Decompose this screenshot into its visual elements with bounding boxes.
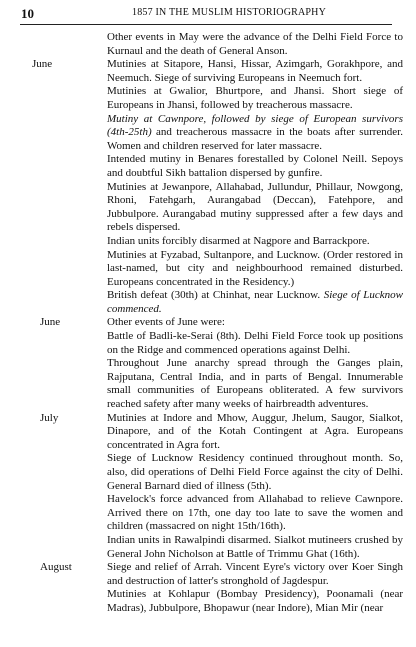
text-run: Mutinies at Jewanpore, Allahabad, Jullundur, Phillaur, Nowgong, Rhoni, Fatehgarh, Aurangabad (Deccan), Fatehpore, and Jubbulpore. Aurangabad mutiny suppressed after a few days and rebels dispersed. bbox=[107, 180, 403, 234]
entry-text bbox=[107, 316, 403, 330]
chronology-entry bbox=[0, 153, 416, 180]
text-run: Indian units forcibly disarmed at Nagpore and Barrackpore. bbox=[107, 234, 370, 247]
page-number: 10 bbox=[21, 6, 34, 21]
entry-text bbox=[107, 181, 403, 235]
text-run: Throughout June anarchy spread through the Ganges plain, Rajputana, Central India, and in parts of Bengal. Innumerable small communities of Europeans obliterated. A few survivors reached safety after many weeks of hairbreadth adventures. bbox=[107, 357, 403, 411]
chronology-entry bbox=[0, 31, 416, 58]
entry-text bbox=[107, 153, 403, 180]
text-run: Mutinies at Kohlapur (Bombay Presidency), Poonamali (near Madras), Jubbulpore, Bhopawur (near Indore), Mian Mir (near bbox=[107, 588, 403, 614]
margin-date-label: June bbox=[40, 316, 61, 329]
entry-text bbox=[107, 534, 403, 561]
header-rule bbox=[20, 24, 392, 25]
chronology-entry bbox=[0, 235, 416, 249]
entry-text bbox=[107, 58, 403, 85]
entry-text bbox=[107, 235, 403, 249]
entry-text bbox=[107, 330, 403, 357]
chronology-entry bbox=[0, 561, 416, 588]
entry-text bbox=[107, 493, 403, 534]
text-run: Battle of Badli-ke-Serai (8th). Delhi Field Force took up positions on the Ridge and commenced operations against Delhi. bbox=[107, 330, 403, 356]
chronology-entry bbox=[0, 58, 416, 85]
entry-text bbox=[107, 357, 403, 411]
entry-text bbox=[107, 249, 403, 290]
italic-text-run: Siege of Lucknow commenced. bbox=[107, 289, 403, 315]
chronology-entry bbox=[0, 534, 416, 561]
text-run: Intended mutiny in Benares forestalled by Colonel Neill. Sepoys and doubtful Sikh battalion dispersed by gunfire. bbox=[107, 153, 403, 179]
chronology-entry bbox=[0, 289, 416, 316]
text-run: Mutinies at Gwalior, Bhurtpore, and Jhansi. Short siege of Europeans in Jhansi, followed by treacherous massacre. bbox=[107, 85, 403, 111]
chronology-entry bbox=[0, 85, 416, 112]
text-run: British defeat (30th) at Chinhat, near Lucknow. bbox=[107, 289, 324, 302]
text-run: Other events in May were the advance of the Delhi Field Force to Kurnaul and the death of General Anson. bbox=[107, 31, 403, 57]
entry-text bbox=[107, 452, 403, 493]
chronology-entry bbox=[0, 330, 416, 357]
entry-text bbox=[107, 412, 403, 453]
chronology-entry bbox=[0, 452, 416, 493]
chronology-entry bbox=[0, 181, 416, 235]
chronology-entry bbox=[0, 493, 416, 534]
entry-text bbox=[107, 31, 403, 58]
margin-date-label: July bbox=[40, 411, 59, 424]
chronology-entry bbox=[0, 357, 416, 411]
entry-text bbox=[107, 588, 403, 615]
text-run: and treacherous massacre in the boats after surrender. Women and children reserved for later massacre. bbox=[107, 126, 403, 152]
text-run: Other events of June were: bbox=[107, 316, 225, 329]
chronology-entry bbox=[0, 113, 416, 154]
chronology-entry bbox=[0, 249, 416, 290]
margin-date-label: August bbox=[40, 561, 72, 574]
text-run: Mutinies at Indore and Mhow, Auggur, Jhelum, Saugor, Sialkot, Dinapore, and of the Kotah Contingent at Agra. Europeans concentrated in Agra fort. bbox=[107, 411, 403, 451]
text-run: Mutinies at Sitapore, Hansi, Hissar, Azimgarh, Gorakhpore, and Neemuch. Siege of surviving Europeans in Neemuch fort. bbox=[107, 58, 403, 84]
entry-text bbox=[107, 289, 403, 316]
entry-text bbox=[107, 561, 403, 588]
margin-date-label: June bbox=[32, 58, 53, 71]
italic-text-run: Mutiny at Cawnpore, followed by siege of European survivors (4th-25th) bbox=[107, 112, 403, 139]
page-header bbox=[0, 6, 416, 26]
running-title: 1857 IN THE MUSLIM HISTORIOGRAPHY bbox=[132, 7, 327, 18]
entry-text bbox=[107, 113, 403, 154]
chronology-entry bbox=[0, 588, 416, 615]
text-run: Siege and relief of Arrah. Vincent Eyre's victory over Koer Singh and destruction of latter's stronghold of Jagdespur. bbox=[107, 561, 403, 587]
text-run: Indian units in Rawalpindi disarmed. Sialkot mutineers crushed by General John Nicholson at Battle of Trimmu Ghat (16th). bbox=[107, 533, 403, 560]
chronology-entry bbox=[0, 412, 416, 453]
text-run: Siege of Lucknow Residency continued throughout month. So, also, did operations of Delhi Field Force against the city of Delhi. General Barnard died of illness (5th). bbox=[107, 452, 403, 492]
text-run: Mutinies at Fyzabad, Sultanpore, and Lucknow. (Order restored in last-named, but city and neighbourhood remained disturbed. Europeans concentrated in the Residency.) bbox=[107, 248, 403, 288]
entry-text bbox=[107, 85, 403, 112]
chronology-body bbox=[0, 31, 416, 616]
text-run: Havelock's force advanced from Allahabad to relieve Cawnpore. Arrived there on 17th, one day too late to save the women and children (massacred on night 15th/16th). bbox=[107, 493, 403, 533]
chronology-entry bbox=[0, 316, 416, 330]
